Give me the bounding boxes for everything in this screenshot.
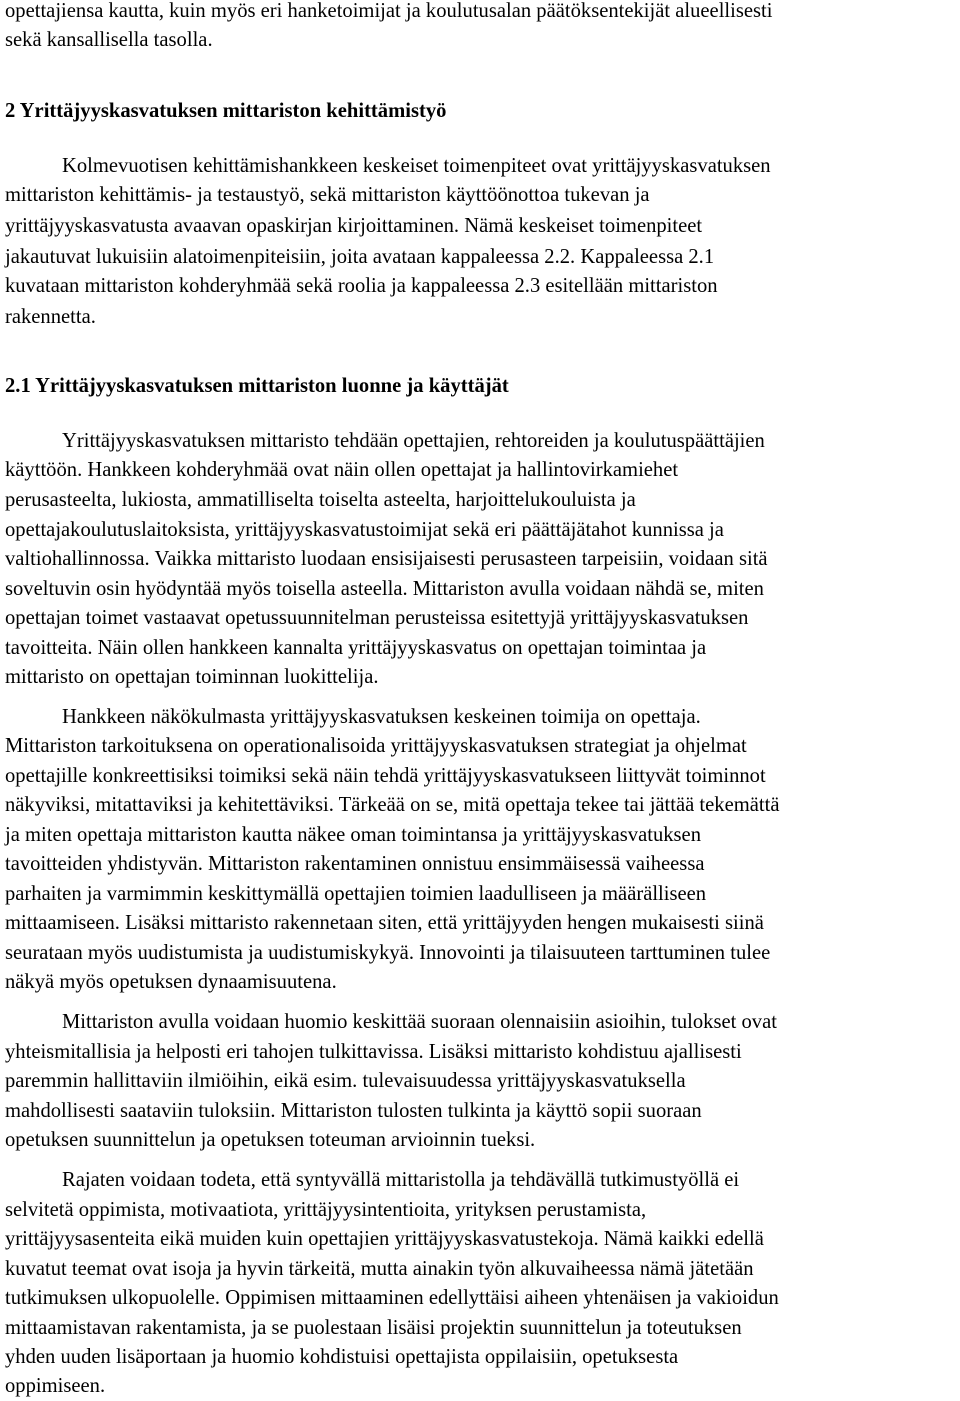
body-text-line: yhteismitallisia ja helposti eri tahojen tulkittavissa. Lisäksi mittaristo kohdistuu ajallisesti	[5, 1041, 742, 1063]
body-text-line: kuvatut teemat ovat isoja ja hyvin tärkeitä, mutta ainakin työn alkuvaiheessa nämä jätetään	[5, 1258, 754, 1280]
body-text-line: Rajaten voidaan todeta, että syntyvällä mittaristolla ja tehdävällä tutkimustyöllä ei	[62, 1169, 740, 1191]
body-text-line: Mittariston tarkoituksena on operationalisoida yrittäjyyskasvatuksen strategiat ja ohjelmat	[5, 735, 747, 757]
body-text-line: tutkimuksen ulkopuolelle. Oppimisen mittaaminen edellyttäisi aiheen yhtenäisen ja vakioidun	[5, 1287, 779, 1309]
body-text-line: opettajille konkreettisiksi toimiksi sekä näin tehdä yrittäjyyskasvatukseen liittyvät toiminnot	[5, 765, 766, 787]
body-text-line: valtiohallinnossa. Vaikka mittaristo luodaan ensisijaisesti perusasteen tarpeisiin, voidaan sitä	[5, 548, 768, 570]
body-text-line: kuvataan mittariston kohderyhmää sekä roolia ja kappaleessa 2.3 esitellään mittariston	[5, 275, 718, 297]
body-text-line: parhaiten ja varmimmin keskittymällä opettajien toimien laadulliseen ja määrälliseen	[5, 883, 707, 905]
subsection-heading: 2.1 Yrittäjyyskasvatuksen mittariston luonne ja käyttäjät	[5, 375, 509, 397]
body-text-line: yrittäjyysasenteita eikä muiden kuin opettajien yrittäjyyskasvatustekoja. Nämä kaikki edellä	[5, 1228, 764, 1250]
body-text-line: mittaamistavan rakentamista, ja se puolestaan lisäisi projektin suunnittelun ja toteutuksen	[5, 1317, 742, 1339]
body-text-line: Yrittäjyyskasvatuksen mittaristo tehdään opettajien, rehtoreiden ja koulutuspäättäjien	[62, 430, 765, 452]
body-text-line: selvitetä oppimista, motivaatiota, yrittäjyysintentioita, yrityksen perustamista,	[5, 1199, 647, 1221]
body-text-line: sekä kansallisella tasolla.	[5, 29, 213, 51]
body-text-line: opettajakoulutuslaitoksista, yrittäjyyskasvatustoimijat sekä eri päättäjätahot kunnissa ja	[5, 519, 724, 541]
body-text-line: näkyviksi, mitattaviksi ja kehitettäviksi. Tärkeää on se, mitä opettaja tekee tai jättää tekemättä	[5, 794, 780, 816]
body-text-line: Mittariston avulla voidaan huomio keskittää suoraan olennaisiin asioihin, tulokset ovat	[62, 1011, 777, 1033]
body-text-line: jakautuvat lukuisiin alatoimenpiteisiin, joita avataan kappaleessa 2.2. Kappaleessa 2.1	[5, 246, 715, 268]
section-heading: 2 Yrittäjyyskasvatuksen mittariston kehittämistyö	[5, 100, 447, 122]
body-text-line: opettajan toimet vastaavat opetussuunnitelman perusteissa esitettyjä yrittäjyyskasvatuksen	[5, 607, 749, 629]
body-text-line: käyttöön. Hankkeen kohderyhmää ovat näin ollen opettajat ja hallintovirkamiehet	[5, 459, 679, 481]
body-text-line: soveltuvin osin hyödyntää myös toisella asteella. Mittariston avulla voidaan nähdä se, miten	[5, 578, 764, 600]
body-text-line: mahdollisesti saataviin tuloksiin. Mittariston tulosten tulkinta ja käyttö sopii suoraan	[5, 1100, 702, 1122]
body-text-line: tavoitteiden yhdistyvän. Mittariston rakentaminen onnistuu ensimmäisessä vaiheessa	[5, 853, 705, 875]
body-text-line: mittaamiseen. Lisäksi mittaristo rakennetaan siten, että yrittäjyyden hengen mukaisesti siinä	[5, 912, 764, 934]
body-text-line: näkyä myös opetuksen dynaamisuutena.	[5, 971, 337, 993]
body-text-line: yhden uuden lisäportaan ja huomio kohdistuisi opettajista oppilaisiin, opetuksesta	[5, 1346, 679, 1368]
body-text-line: rakennetta.	[5, 306, 96, 328]
body-text-line: Kolmevuotisen kehittämishankkeen keskeiset toimenpiteet ovat yrittäjyyskasvatuksen	[62, 155, 771, 177]
body-text-line: Hankkeen näkökulmasta yrittäjyyskasvatuksen keskeinen toimija on opettaja.	[62, 706, 701, 728]
body-text-line: mittariston kehittämis- ja testaustyö, sekä mittariston käyttöönottoa tukevan ja	[5, 184, 650, 206]
body-text-line: paremmin hallittaviin ilmiöihin, eikä esim. tulevaisuudessa yrittäjyyskasvatuksella	[5, 1070, 686, 1092]
body-text-line: tavoitteita. Näin ollen hankkeen kannalta yrittäjyyskasvatus on opettajan toimintaa ja	[5, 637, 707, 659]
body-text-line: opettajiensa kautta, kuin myös eri hanketoimijat ja koulutusalan päätöksentekijät alueellisesti	[5, 0, 773, 22]
body-text-line: ja miten opettaja mittariston kautta näkee oman toimintansa ja yrittäjyyskasvatuksen	[5, 824, 701, 846]
body-text-line: opetuksen suunnittelun ja opetuksen toteuman arvioinnin tueksi.	[5, 1129, 536, 1151]
body-text-line: seurataan myös uudistumista ja uudistumiskykyä. Innovointi ja tilaisuuteen tarttuminen tulee	[5, 942, 771, 964]
body-text-line: yrittäjyyskasvatusta avaavan opaskirjan kirjoittaminen. Nämä keskeiset toimenpiteet	[5, 215, 703, 237]
body-text-line: perusasteelta, lukiosta, ammatilliselta toiselta asteelta, harjoittelukouluista ja	[5, 489, 636, 511]
body-text-line: mittaristo on opettajan toiminnan luokittelija.	[5, 666, 379, 688]
body-text-line: oppimiseen.	[5, 1375, 106, 1397]
